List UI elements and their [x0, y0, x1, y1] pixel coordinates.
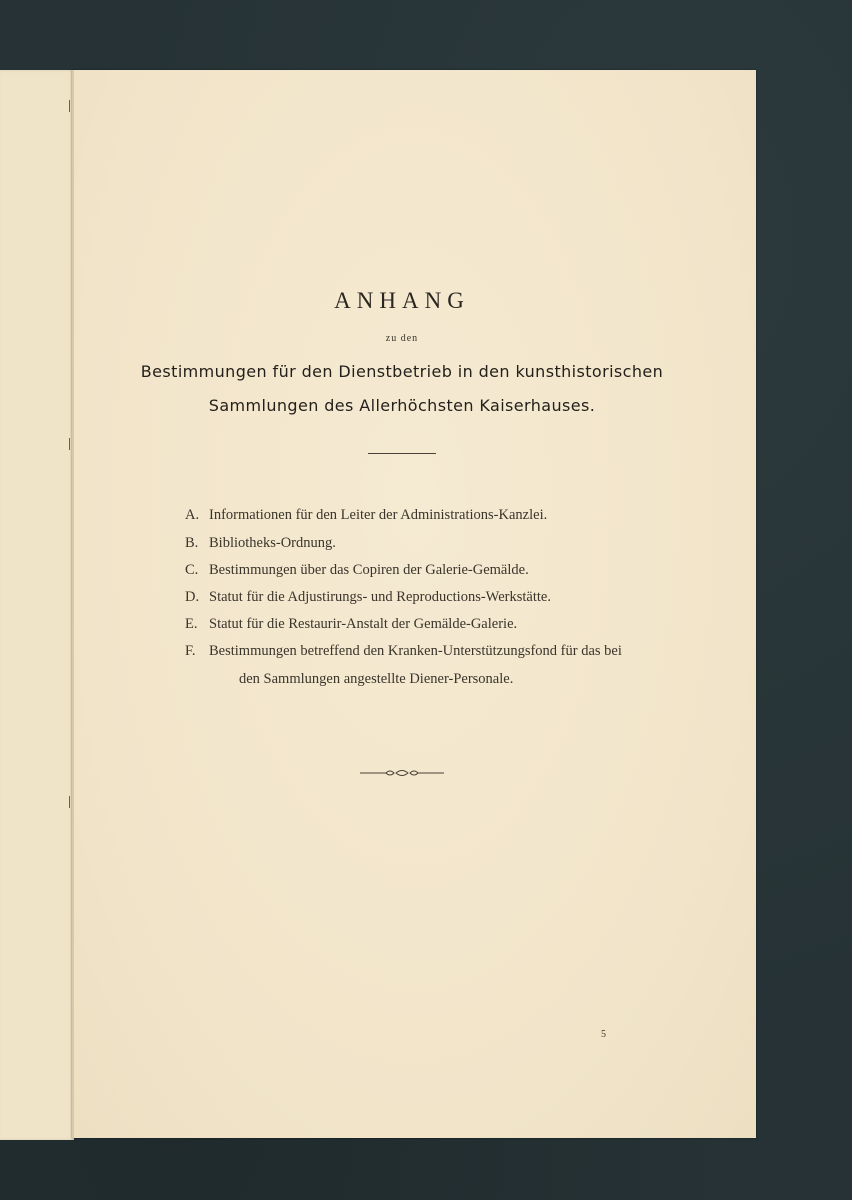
binding-mark [69, 438, 70, 450]
binding-mark [69, 100, 70, 112]
toc-text: Bestimmungen über das Copiren der Galerie-Gemälde. [209, 562, 529, 578]
divider-rule [368, 453, 436, 454]
toc-item-b [185, 535, 336, 552]
toc-item-c [185, 562, 529, 579]
toc-item-a [185, 507, 547, 524]
heading-line-1: Bestimmungen für den Dienstbetrieb in den kunsthistorischen [140, 362, 664, 381]
toc-text: Statut für die Adjustirungs- und Reproductions-Werkstätte. [209, 589, 551, 605]
toc-letter: C. [185, 562, 199, 578]
page-title: ANHANG [334, 288, 470, 313]
page-number: 5 [601, 1029, 606, 1040]
toc-letter: E. [185, 616, 198, 632]
ornament-icon [360, 766, 444, 780]
toc-item-e [185, 616, 517, 633]
left-page-edge [0, 70, 74, 1140]
toc-item-f-continuation: den Sammlungen angestellte Diener-Personale. [239, 671, 514, 687]
toc-text: Bestimmungen betreffend den Kranken-Unterstützungsfond für das bei [209, 643, 622, 659]
toc-text: Informationen für den Leiter der Administrations-Kanzlei. [209, 507, 548, 523]
subtitle: zu den [385, 333, 419, 344]
toc-letter: D. [185, 589, 200, 605]
toc-text: Bibliotheks-Ordnung. [209, 535, 336, 551]
toc-item-d [185, 589, 551, 606]
binding-mark [69, 796, 70, 808]
heading-line-2: Sammlungen des Allerhöchsten Kaiserhauses. [208, 396, 596, 415]
toc-letter: F. [185, 643, 196, 659]
toc-letter: A. [185, 507, 200, 523]
toc-text: Statut für die Restaurir-Anstalt der Gemälde-Galerie. [209, 616, 518, 632]
toc-letter: B. [185, 535, 199, 551]
toc-item-f [185, 643, 622, 660]
page-gutter [72, 70, 74, 1138]
